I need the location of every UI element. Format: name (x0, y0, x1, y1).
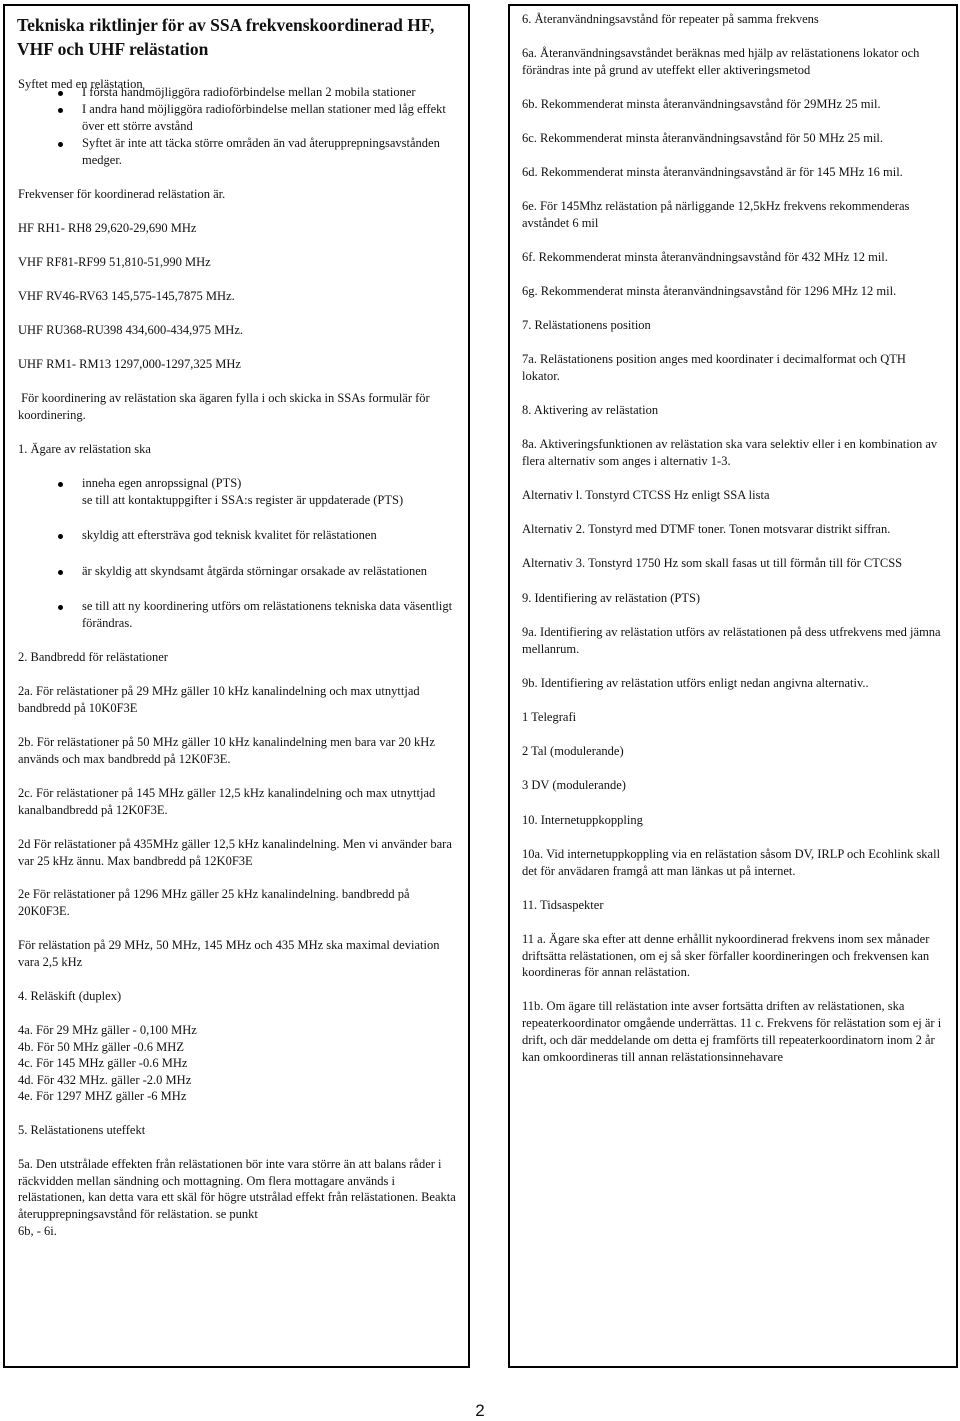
freq-uhf-1: UHF RU368-RU398 434,600-434,975 MHz. (18, 323, 243, 337)
bullet-icon (58, 570, 63, 575)
reuse-6a: 6a. Återanvändningsavståndet beräknas med hjälp av relästationens lokator och (522, 46, 920, 60)
reuse-6b: 6b. Rekommenderat minsta återanvändningsavstånd för 29MHz 25 mil. (522, 97, 881, 111)
reuse-6a-cont: förändras inte på grund av uteffekt eller aktiveringsmetod (522, 63, 811, 77)
deviation-text-cont: vara 2,5 kHz (18, 955, 83, 969)
time-11a-1: 11 a. Ägare ska efter att denne erhållit nykoordinerad frekvens inom sex månader (522, 932, 930, 946)
doc-title-line-2: VHF och UHF relästation (17, 39, 209, 59)
purpose-item-1: I första handmöjliggöra radioförbindelse mellan 2 mobila stationer (82, 85, 416, 99)
duplex-4d: 4d. För 432 MHz. gäller -2.0 MHz (18, 1073, 192, 1087)
identification-option-3: 3 DV (modulerande) (522, 778, 626, 792)
duplex-4b: 4b. För 50 MHz gäller -0.6 MHZ (18, 1040, 184, 1054)
bullet-icon (58, 482, 63, 487)
left-column (3, 4, 470, 1368)
doc-title-line-1: Tekniska riktlinjer för av SSA frekvenskoordinerad HF, (17, 15, 435, 35)
coord-text: För koordinering av relästation ska ägaren fylla i och skicka in SSAs formulär för (18, 391, 430, 405)
bandwidth-2d-cont: var 25 kHz ännu. Max bandbredd på 12K0F3E (18, 854, 253, 868)
reuse-6g: 6g. Rekommenderat minsta återanvändningsavstånd för 1296 MHz 12 mil. (522, 284, 897, 298)
bandwidth-2e-cont: 20K0F3E. (18, 904, 70, 918)
owner-item-1: inneha egen anropssignal (PTS) (82, 476, 242, 490)
bandwidth-2a: 2a. För relästationer på 29 MHz gäller 10 kHz kanalindelning och max utnyttjad (18, 684, 420, 698)
reuse-6e-cont: avståndet 6 mil (522, 216, 599, 230)
bandwidth-2c-cont: kanalbandbredd på 12K0F3E. (18, 803, 168, 817)
bandwidth-2c: 2c. För relästationer på 145 MHz gäller 12,5 kHz kanalindelning och max utnyttjad (18, 786, 436, 800)
bandwidth-heading: 2. Bandbredd för relästationer (18, 650, 168, 664)
time-11b-3: drift, och där meddelande om detta ej framförts till repeaterkoordinatorn inom 2 år (522, 1033, 935, 1047)
purpose-item-2-cont: över ett större avstånd (82, 119, 193, 133)
time-11a-2: driftsätta relästationen, om ej så sker förfaller koordineringen och frekvensen kan (522, 949, 930, 963)
power-text-1: 5a. Den utstrålade effekten från relästationen bör inte vara större än att balans råder i (18, 1157, 442, 1171)
owner-item-4-cont: förändras. (82, 616, 133, 630)
bullet-icon (58, 534, 63, 539)
internet-heading: 10. Internetuppkoppling (522, 813, 643, 827)
power-text-3: relästationen, kan detta vara ett skäl för högre utstrålad effekt från relästationen. Beakta (18, 1190, 456, 1204)
purpose-heading: Syftet med en relästation (18, 77, 143, 91)
time-11b-4: kan omkoordineras till annan relästationsinnehavare (522, 1050, 784, 1064)
owner-heading: 1. Ägare av relästation ska (18, 442, 151, 456)
bandwidth-2d: 2d För relästationer på 435MHz gäller 12,5 kHz kanalindelning. Men vi använder bara (18, 837, 452, 851)
deviation-text: För relästation på 29 MHz, 50 MHz, 145 MHz och 435 MHz ska maximal deviation (18, 938, 440, 952)
freq-heading: Frekvenser för koordinerad relästation är. (18, 187, 226, 201)
bandwidth-2e: 2e För relästationer på 1296 MHz gäller 25 kHz kanalindelning. bandbredd på (18, 887, 410, 901)
identification-9b: 9b. Identifiering av relästation utförs enligt nedan angivna alternativ.. (522, 676, 869, 690)
freq-hf: HF RH1- RH8 29,620-29,690 MHz (18, 221, 197, 235)
coord-text-cont: koordinering. (18, 408, 86, 422)
bullet-icon (58, 142, 63, 147)
power-text-4: återupprepningsavstånd för relästation. se punkt (18, 1207, 258, 1221)
owner-item-4: se till att ny koordinering utförs om relästationens tekniska data väsentligt (82, 599, 453, 613)
position-heading: 7. Relästationens position (522, 318, 651, 332)
reuse-6e: 6e. För 145Mhz relästation på närliggande 12,5kHz frekvens rekommenderas (522, 199, 910, 213)
identification-heading: 9. Identifiering av relästation (PTS) (522, 591, 701, 605)
freq-vhf-2: VHF RV46-RV63 145,575-145,7875 MHz. (18, 289, 235, 303)
duplex-4a: 4a. För 29 MHz gäller - 0,100 MHz (18, 1023, 197, 1037)
duplex-4e: 4e. För 1297 MHZ gäller -6 MHz (18, 1089, 187, 1103)
activation-alt-1: Alternativ l. Tonstyrd CTCSS Hz enligt SSA lista (522, 488, 770, 502)
identification-option-1: 1 Telegrafi (522, 710, 577, 724)
bandwidth-2a-cont: bandbredd på 10K0F3E (18, 701, 138, 715)
reuse-6c: 6c. Rekommenderat minsta återanvändningsavstånd för 50 MHz 25 mil. (522, 131, 884, 145)
identification-9a-cont: mellanrum. (522, 642, 580, 656)
power-text-2: räckvidden mellan sändning och mottagning. Om flera mottagare används i (18, 1174, 395, 1188)
page-number: 2 (475, 1401, 485, 1420)
time-11a-3: koordineras för annan relästation. (522, 965, 690, 979)
owner-item-2: skyldig att eftersträva god teknisk kvalitet för relästationen (82, 528, 377, 542)
internet-10a-cont: det för anvädaren framgå att man länkas ut på internet. (522, 864, 796, 878)
bullet-icon (58, 91, 63, 96)
bandwidth-2b: 2b. För relästationer på 50 MHz gäller 10 kHz kanalindelning men bara var 20 kHz (18, 735, 435, 749)
reuse-6d: 6d. Rekommenderat minsta återanvändningsavstånd är för 145 MHz 16 mil. (522, 165, 903, 179)
bullet-icon (58, 605, 63, 610)
right-column (508, 4, 958, 1368)
activation-8a-cont: flera alternativ som anges i alternativ 1-3. (522, 454, 731, 468)
identification-option-2: 2 Tal (modulerande) (522, 744, 624, 758)
owner-item-1-cont: se till att kontaktuppgifter i SSA:s register är uppdaterade (PTS) (82, 493, 404, 507)
activation-alt-2: Alternativ 2. Tonstyrd med DTMF toner. Tonen motsvarar distrikt siffran. (522, 522, 891, 536)
bandwidth-2b-cont: används och max bandbredd på 12K0F3E. (18, 752, 231, 766)
position-7a: 7a. Relästationens position anges med koordinater i decimalformat och QTH (522, 352, 906, 366)
power-heading: 5. Relästationens uteffekt (18, 1123, 146, 1137)
position-7a-cont: lokator. (522, 369, 560, 383)
owner-item-3: är skyldig att skyndsamt åtgärda störningar orsakade av relästationen (82, 564, 428, 578)
power-text-5: 6b, - 6i. (18, 1224, 57, 1238)
purpose-item-3: Syftet är inte att täcka större områden än vad återupprepningsavstånden (82, 136, 440, 150)
freq-vhf-1: VHF RF81-RF99 51,810-51,990 MHz (18, 255, 211, 269)
purpose-item-3-cont: medger. (82, 153, 122, 167)
purpose-item-2: I andra hand möjliggöra radioförbindelse mellan stationer med låg effekt (82, 102, 446, 116)
time-11b-1: 11b. Om ägare till relästation inte avser fortsätta driften av relästationen, ska (522, 999, 905, 1013)
reuse-6f: 6f. Rekommenderat minsta återanvändningsavstånd för 432 MHz 12 mil. (522, 250, 888, 264)
identification-9a: 9a. Identifiering av relästation utförs av relästationen på dess utfrekvens med jämna (522, 625, 941, 639)
activation-heading: 8. Aktivering av relästation (522, 403, 659, 417)
internet-10a: 10a. Vid internetuppkoppling via en relästation såsom DV, IRLP och Ecohlink skall (522, 847, 941, 861)
time-heading: 11. Tidsaspekter (522, 898, 604, 912)
freq-uhf-2: UHF RM1- RM13 1297,000-1297,325 MHz (18, 357, 241, 371)
activation-8a: 8a. Aktiveringsfunktionen av relästation ska vara selektiv eller i en kombination av (522, 437, 938, 451)
reuse-heading: 6. Återanvändningsavstånd för repeater på samma frekvens (522, 12, 819, 26)
bullet-icon (58, 108, 63, 113)
duplex-heading: 4. Reläskift (duplex) (18, 989, 122, 1003)
time-11b-2: repeaterkoordinator omgående underrättas. 11 c. Frekvens för relästation som ej är i (522, 1016, 942, 1030)
activation-alt-3: Alternativ 3. Tonstyrd 1750 Hz som skall fasas ut till förmån till för CTCSS (522, 556, 903, 570)
duplex-4c: 4c. För 145 MHz gäller -0.6 MHz (18, 1056, 188, 1070)
